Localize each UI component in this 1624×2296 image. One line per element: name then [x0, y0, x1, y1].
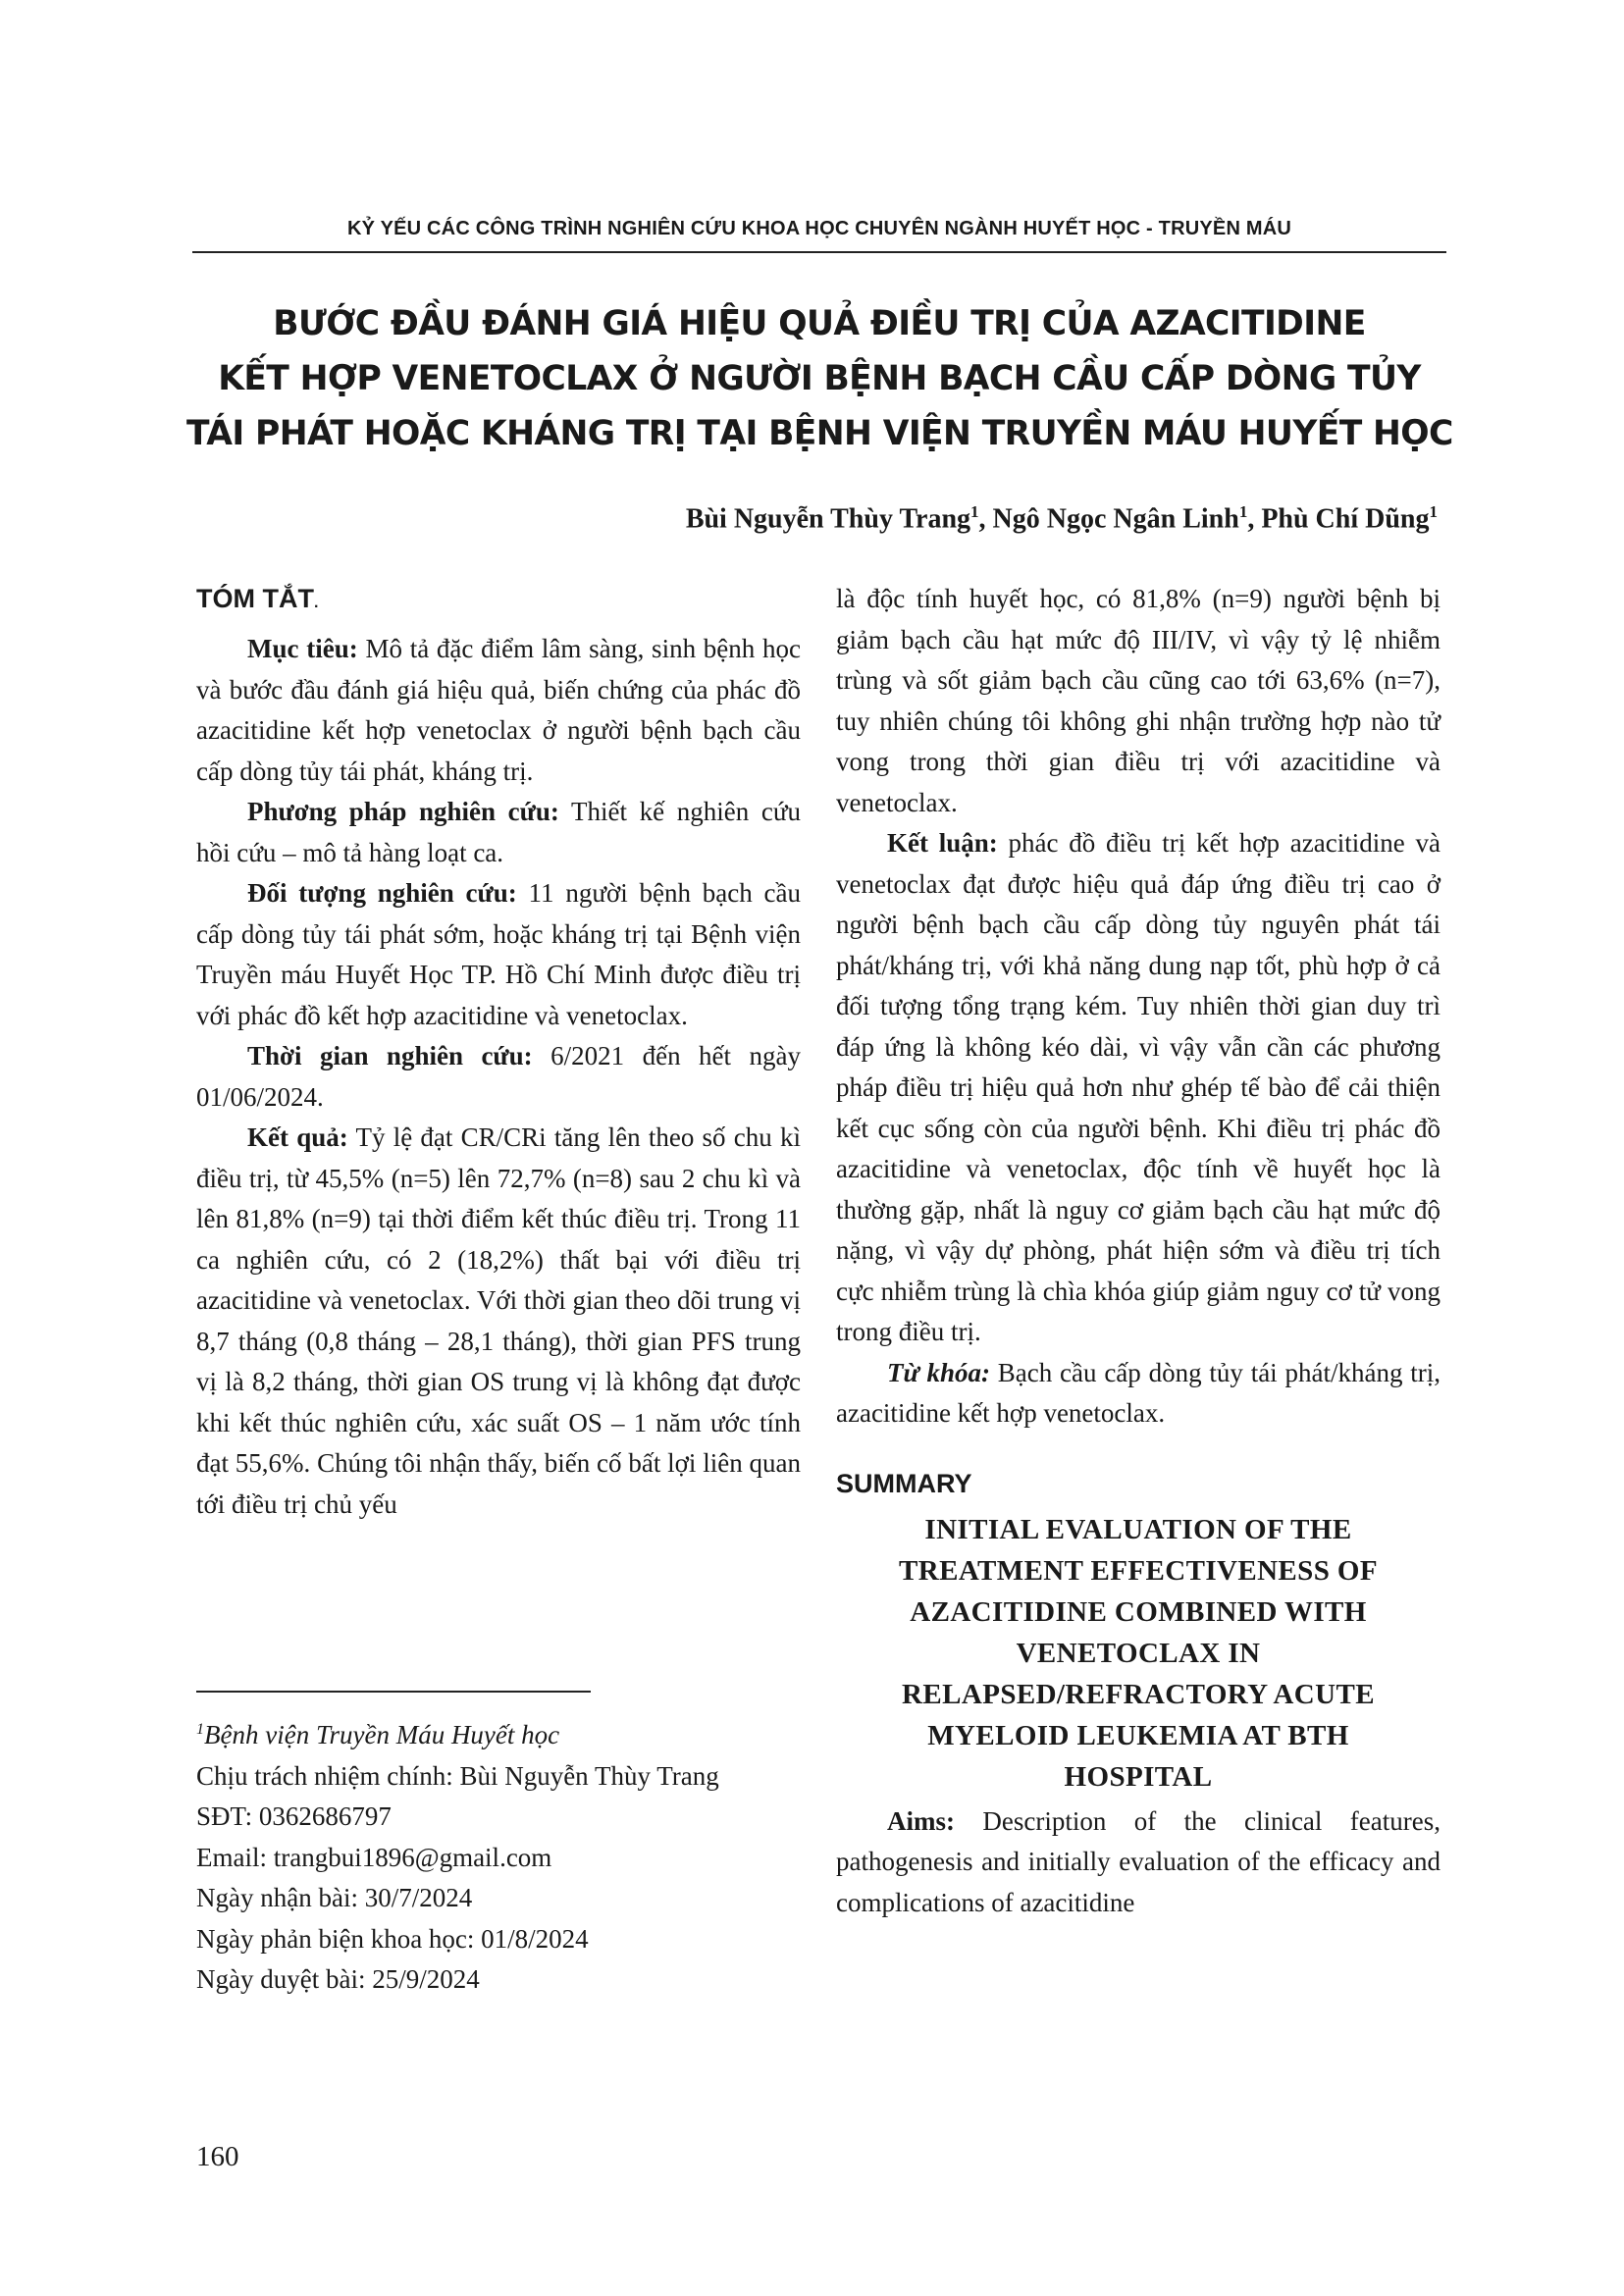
review-date: Ngày phản biện khoa học: 01/8/2024 — [196, 1923, 589, 1954]
corresponding-author: Chịu trách nhiệm chính: Bùi Nguyễn Thùy Trang — [196, 1760, 719, 1791]
english-title-line: HOSPITAL — [1064, 1760, 1213, 1793]
period-paragraph — [196, 1036, 801, 1118]
results-label: Kết quả: — [247, 1122, 348, 1152]
aims-text: Description of the clinical features, pathogenesis and initially evaluation of the efficacy and complications of azacitidine — [836, 1805, 1441, 1917]
subjects-label: Đối tượng nghiên cứu: — [247, 878, 517, 908]
article-title — [186, 296, 1452, 461]
conclusion-paragraph — [836, 823, 1441, 1353]
header-rule — [192, 251, 1446, 253]
results-paragraph — [196, 1118, 801, 1525]
results-text: Tỷ lệ đạt CR/CRi tăng lên theo số chu kì điều trị, từ 45,5% (n=5) lên 72,7% (n=8) sau 2 chu kì và lên 81,8% (n=9) tại thời điểm kết thúc điều trị. Trong 11 ca nghiên cứu, có 2 (18,2%) thất bại với điều trị azacitidine và venetoclax. Với thời gian theo dõi trung vị 8,7 tháng (0,8 tháng – 28,1 tháng), thời gian PFS trung vị là 8,2 tháng, thời gian OS trung vị là không đạt được khi kết thúc nghiên cứu, xác suất OS – 1 năm ước tính đạt 55,6%. Chúng tôi nhận thấy, biến cố bất lợi liên quan tới điều trị chủ yếu — [196, 1122, 801, 1519]
subjects-paragraph — [196, 873, 801, 1036]
author-affiliation-mark: 1 — [1238, 502, 1248, 521]
keywords-label: Từ khóa: — [887, 1357, 990, 1387]
objective-paragraph — [196, 629, 801, 792]
subjects-text: 11 người bệnh bạch cầu cấp dòng tủy tái phát sớm, hoặc kháng trị tại Bệnh viện Truyền máu Huyết Học TP. Hồ Chí Minh được điều trị với phác đồ kết hợp azacitidine và venetoclax. — [196, 878, 801, 1030]
author-affiliation-mark: 1 — [1429, 502, 1438, 521]
author-name: Bùi Nguyễn Thùy Trang — [685, 503, 971, 535]
method-paragraph — [196, 792, 801, 873]
english-title-line: INITIAL EVALUATION OF THE — [924, 1513, 1352, 1545]
method-label: Phương pháp nghiên cứu: — [247, 797, 559, 826]
author-affiliation-mark: 1 — [970, 502, 979, 521]
method-text: Thiết kế nghiên cứu hồi cứu – mô tả hàng loạt ca. — [196, 797, 801, 867]
author-name: Ngô Ngọc Ngân Linh — [992, 503, 1239, 535]
english-title-line: TREATMENT EFFECTIVENESS OF — [899, 1554, 1378, 1587]
author-separator: , — [1247, 503, 1262, 535]
objective-text: Mô tả đặc điểm lâm sàng, sinh bệnh học và bước đầu đánh giá hiệu quả, biến chứng của phác đồ azacitidine kết hợp venetoclax ở người bệnh bạch cầu cấp dòng tủy tái phát, kháng trị. — [196, 634, 802, 786]
title-line: BƯỚC ĐẦU ĐÁNH GIÁ HIỆU QUẢ ĐIỀU TRỊ CỦA AZACITIDINE — [273, 304, 1366, 343]
received-date: Ngày nhận bài: 30/7/2024 — [196, 1883, 473, 1912]
page-number: 160 — [196, 2141, 239, 2172]
aims-paragraph — [836, 1801, 1441, 1924]
period-label: Thời gian nghiên cứu: — [247, 1041, 533, 1070]
running-header: KỶ YẾU CÁC CÔNG TRÌNH NGHIÊN CỨU KHOA HỌC CHUYÊN NGÀNH HUYẾT HỌC - TRUYỀN MÁU — [346, 218, 1292, 239]
period-text: 6/2021 đến hết ngày 01/06/2024. — [196, 1041, 801, 1112]
heading-mark: . — [313, 595, 319, 611]
accepted-date: Ngày duyệt bài: 25/9/2024 — [196, 1964, 480, 1994]
english-title-line: VENETOCLAX IN — [1016, 1637, 1261, 1669]
objective-label: Mục tiêu: — [247, 634, 358, 663]
conclusion-label: Kết luận: — [887, 828, 998, 858]
author-name: Phù Chí Dũng — [1261, 503, 1430, 535]
footnote-rule — [196, 1691, 591, 1693]
phone-number: SĐT: 0362686797 — [196, 1801, 392, 1831]
keywords-paragraph — [836, 1353, 1441, 1435]
email-address: Email: trangbui1896@gmail.com — [196, 1842, 552, 1872]
conclusion-text: phác đồ điều trị kết hợp azacitidine và venetoclax đạt được hiệu quả đáp ứng điều trị cao ở người bệnh bạch cầu cấp dòng tủy nguyên phát tái phát/kháng trị, với khả năng dung nạp tốt, phù hợp ở cả đối tượng tổng trạng kém. Tuy nhiên thời gian duy trì đáp ứng là không kéo dài, vì vậy vẫn cần các phương pháp điều trị hiệu quả hơn như ghép tế bào để cải thiện kết cục sống còn của người bệnh. Khi điều trị phác đồ azacitidine và venetoclax, độc tính về huyết học là thường gặp, nhất là nguy cơ giảm bạch cầu hạt mức độ nặng, vì vậy dự phòng, phát hiện sớm và điều trị tích cực nhiễm trùng là chìa khóa giúp giảm nguy cơ tử vong trong điều trị. — [836, 828, 1441, 1346]
english-title-line: RELAPSED/REFRACTORY ACUTE — [902, 1678, 1375, 1710]
left-column — [196, 579, 801, 1525]
affiliation-text: Bệnh viện Truyền Máu Huyết học — [204, 1720, 560, 1749]
english-title-line: AZACITIDINE COMBINED WITH — [910, 1595, 1367, 1628]
keywords-text: Bạch cầu cấp dòng tủy tái phát/kháng trị, azacitidine kết hợp venetoclax. — [836, 1357, 1441, 1428]
results-continued: là độc tính huyết học, có 81,8% (n=9) người bệnh bị giảm bạch cầu hạt mức độ III/IV, vì vậy tỷ lệ nhiễm trùng và sốt giảm bạch cầu cũng cao tới 63,6% (n=7), tuy nhiên chúng tôi không ghi nhận trường hợp nào tử vong trong thời gian điều trị với azacitidine và venetoclax. — [836, 584, 1441, 817]
title-line: KẾT HỢP VENETOCLAX Ở NGƯỜI BỆNH BẠCH CẦU CẤP DÒNG TỦY — [218, 359, 1421, 398]
author-separator: , — [978, 503, 993, 535]
aims-label: Aims: — [887, 1805, 955, 1836]
footnotes — [196, 1709, 805, 2001]
english-title-line: MYELOID LEUKEMIA AT BTH — [927, 1719, 1349, 1751]
abstract-heading: TÓM TẮT. — [196, 584, 319, 613]
summary-heading: SUMMARY — [836, 1468, 972, 1498]
title-line: TÁI PHÁT HOẶC KHÁNG TRỊ TẠI BỆNH VIỆN TRUYỀN MÁU HUYẾT HỌC — [186, 414, 1453, 453]
affiliation-note — [196, 1709, 805, 1756]
english-title — [836, 1509, 1441, 1798]
author-list — [686, 502, 1438, 535]
right-column — [836, 579, 1441, 1923]
affiliation-mark: 1 — [196, 1721, 204, 1738]
